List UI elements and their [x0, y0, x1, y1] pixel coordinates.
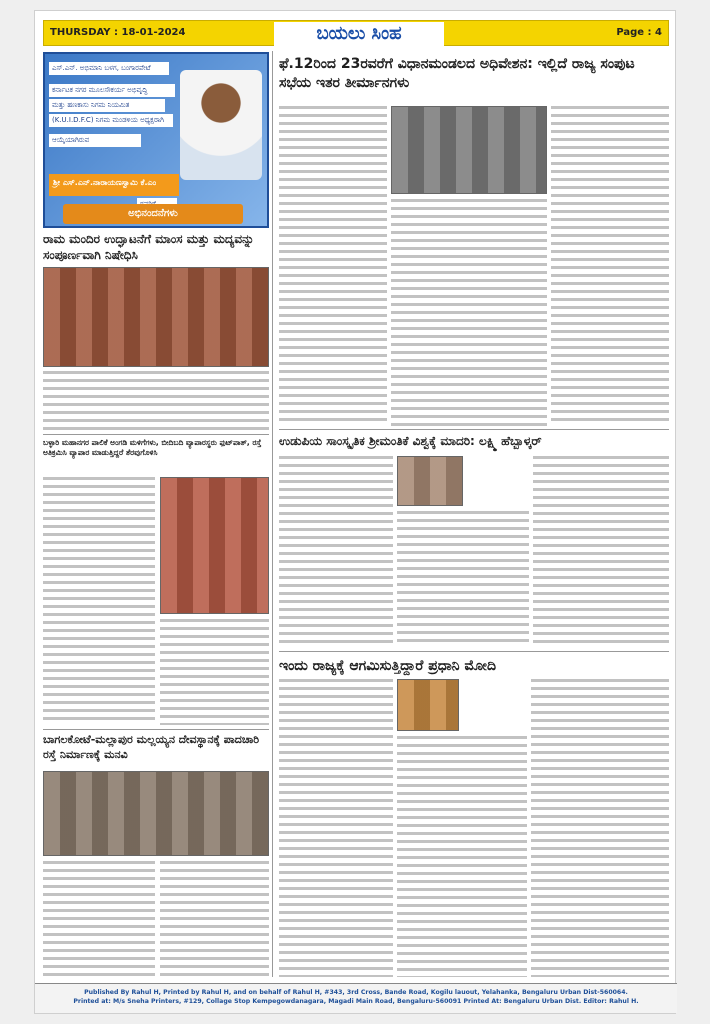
top-story-headline: ಫೆ.12ರಿಂದ 23ರವರೆಗೆ ವಿಧಾನಮಂಡಲದ ಅಧಿವೇಶನ: ಇಲ್ಲಿದೆ ರಾಜ್ಯ ಸಂಪುಟ ಸಭೆಯ ಇತರ ತೀರ್ಮಾನಗಳು: [279, 56, 635, 91]
ad-name-banner: ಶ್ರೀ ಎಸ್.ಎನ್.ನಾರಾಯಣಸ್ವಾಮಿ ಕೆ.ಎಂ: [49, 174, 179, 196]
publication-footer: [35, 983, 677, 1013]
footer-line-2: Printed at: M/s Sneha Printers, #129, Collage Stop Kempegowdanagara, Magadi Main Road, Bengaluru-560091 Printed At: Bengaluru Urban Dist. Editor: Rahul H.: [73, 998, 639, 1005]
bottom-story-text-col-3: [531, 679, 669, 977]
top-story-photo: [391, 106, 547, 194]
bottom-story-headline: ಇಂದು ರಾಜ್ಯಕ್ಕೆ ಆಗಮಿಸುತ್ತಿದ್ದಾರೆ ಪ್ರಧಾನಿ ಮೋದಿ: [279, 658, 497, 674]
newspaper-page: [34, 10, 676, 1014]
divider: [279, 651, 669, 652]
portrait-photo: [180, 70, 262, 180]
bottom-story-photo: [397, 679, 459, 731]
divider: [43, 434, 269, 435]
ad-line-4: (K.U.I.D.F.C) ನಿಗಮ ಮಂಡಳಿಯ ಅಧ್ಯಕ್ಷರಾಗಿ: [49, 114, 173, 127]
ad-line-5: ಆಯ್ಕೆಯಾಗಿರುವ: [49, 134, 141, 147]
middle-story-text-col-1: [279, 456, 393, 646]
top-story-text-col-1: [279, 106, 387, 426]
left-article-2-text-continued: [160, 619, 269, 725]
left-article-3-text-continued: [160, 861, 269, 977]
ad-line-1: ಎಸ್.ಎನ್. ಅಭಿಮಾನಿ ಬಳಗ, ಬಂಗಾರಪೇಟೆ: [49, 62, 169, 75]
left-article-1-photo: [43, 267, 269, 367]
left-article-1-text: [43, 371, 269, 431]
page-number: Page : 4: [616, 27, 662, 38]
top-story-text-col-2: [391, 199, 547, 426]
ad-line-3: ಮತ್ತು ಹಣಕಾಸು ನಿಗಮ ನಿಯಮಿತ: [49, 99, 165, 112]
newspaper-title: ಬಯಲು ಸಿಂಹ: [274, 22, 444, 46]
divider: [43, 729, 269, 730]
column-divider: [272, 51, 273, 977]
middle-story-text-col-2: [397, 511, 529, 646]
divider: [279, 429, 669, 430]
left-article-3-photo: [43, 771, 269, 856]
left-article-3-text: [43, 861, 155, 977]
masthead: [43, 20, 669, 46]
congratulations-label: ಅಭಿನಂದನೆಗಳು: [63, 204, 243, 224]
ad-line-2: ಕರ್ನಾಟಕ ನಗರ ಮೂಲಸೌಕರ್ಯ ಅಭಿವೃದ್ಧಿ: [49, 84, 175, 97]
left-article-1-headline: ರಾಮ ಮಂದಿರ ಉದ್ಘಾಟನೆಗೆ ಮಾಂಸ ಮತ್ತು ಮದ್ಯವನ್ನು ಸಂಪೂರ್ಣವಾಗಿ ನಿಷೇಧಿಸಿ: [43, 232, 255, 263]
building-photo: [160, 477, 269, 614]
bottom-story-text-col-2: [397, 736, 527, 977]
middle-story-photo: [397, 456, 463, 506]
left-article-2-headline: ಬಳ್ಳಾರಿ ಮಹಾನಗರ ಪಾಲಿಕೆ ಅಂಗಡಿ ಮಳಿಗೆಗಳು, ಬೀದಿಬದಿ ವ್ಯಾಪಾರಸ್ಥರು ಫುಟ್‌ಪಾತ್, ರಸ್ತೆ ಅತಿಕ್ರಮಿಸಿ ವ್ಯಾಪಾರ ಮಾಡುತ್ತಿದ್ದರೆ ತೆರವುಗೊಳಿಸಿ: [43, 438, 262, 458]
congratulations-advertisement: [43, 52, 269, 228]
issue-date: THURSDAY : 18-01-2024: [50, 27, 186, 38]
footer-line-1: Published By Rahul H, Printed by Rahul H, and on behalf of Rahul H, #343, 3rd Cross, Bande Road, Kogilu lauout, Yelahanka, Bengaluru Urban Dist-560064.: [84, 989, 628, 996]
middle-story-headline: ಉಡುಪಿಯ ಸಾಂಸ್ಕೃತಿಕ ಶ್ರೀಮಂತಿಕೆ ವಿಶ್ವಕ್ಕೆ ಮಾದರಿ: ಲಕ್ಷ್ಮಿ ಹೆಬ್ಬಾಳ್ಕರ್: [279, 434, 542, 448]
middle-story-text-col-3: [533, 456, 669, 646]
top-story-text-col-3: [551, 106, 669, 426]
bottom-story-text-col-1: [279, 679, 393, 977]
left-article-2-text: [43, 477, 155, 725]
left-article-3-headline: ಬಾಗಲಕೋಟೆ-ಮಲ್ಲಾಪುರ ಮಲ್ಲಯ್ಯನ ದೇವಸ್ಥಾನಕ್ಕೆ ಪಾದಚಾರಿ ರಸ್ತೆ ನಿರ್ಮಾಣಕ್ಕೆ ಮನವಿ: [43, 733, 260, 761]
